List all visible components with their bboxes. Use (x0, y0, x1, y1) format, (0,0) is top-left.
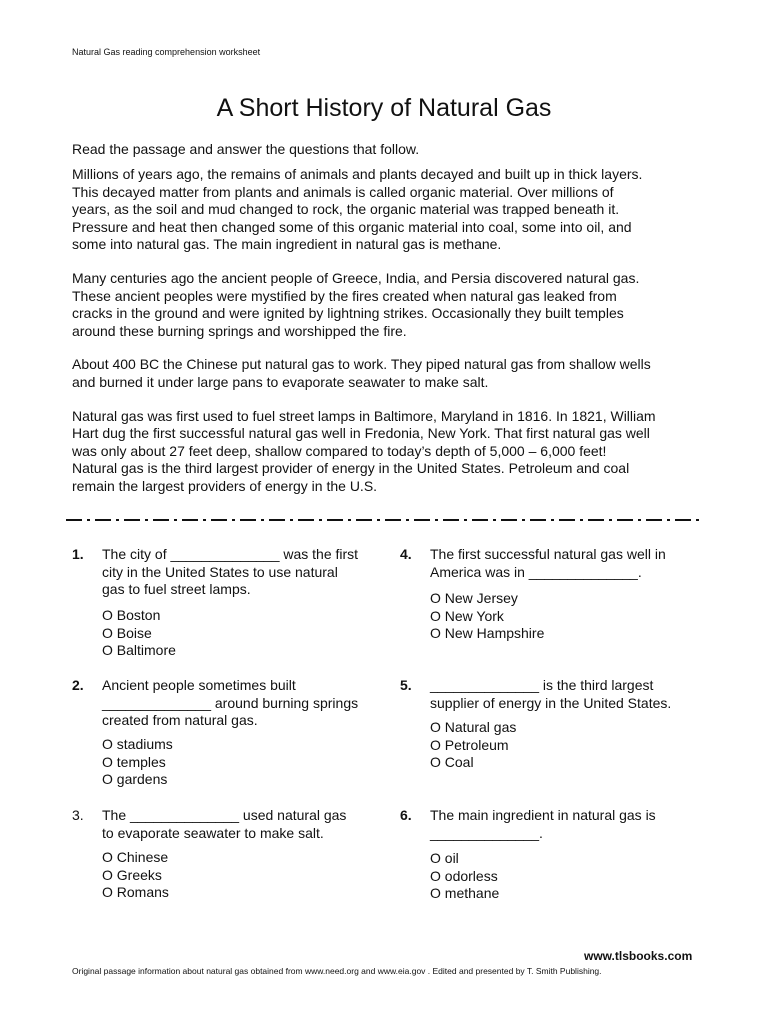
answer-option[interactable]: O New Jersey (430, 590, 518, 606)
answer-option[interactable]: O Petroleum (430, 736, 509, 753)
passage-line: These ancient peoples were mystified by the fires created when natural gas leaked from (72, 287, 617, 304)
question-number: 1. (72, 546, 84, 562)
passage-line: cracks in the ground and were ignited by lightning strikes. Occasionally they built temples (72, 305, 624, 322)
answer-option[interactable]: O New York (430, 607, 504, 624)
stem-line: ______________. (430, 824, 543, 841)
question-stem (430, 546, 666, 581)
answer-option[interactable]: O Romans (102, 884, 169, 901)
instructions: Read the passage and answer the questions that follow. (72, 141, 420, 157)
passage-line: Many centuries ago the ancient people of Greece, India, and Persia discovered natural gas. (72, 269, 640, 286)
answer-option[interactable]: O New Hampshire (430, 625, 545, 642)
stem-line: gas to fuel street lamps. (102, 581, 251, 598)
stem-line: ______________ is the third largest (430, 677, 654, 693)
passage-line: Pressure and heat then changed some of this organic material into coal, some into oil, and (72, 218, 632, 235)
passage-line: Natural gas is the third largest provider of energy in the United States. Petroleum and coal (72, 460, 630, 477)
passage-paragraph-3 (72, 356, 708, 391)
passage-line: About 400 BC the Chinese put natural gas to work. They piped natural gas from shallow wells (72, 356, 651, 373)
answer-options (430, 850, 499, 903)
answer-option[interactable]: O oil (430, 850, 459, 866)
passage-line: and burned it under large pans to evaporate seawater to make salt. (72, 373, 489, 390)
passage-line: around these burning springs and worshipped the fire. (72, 322, 407, 339)
answer-options (430, 719, 516, 772)
question-number: 2. (72, 677, 84, 693)
answer-option[interactable]: O Boston (102, 607, 161, 623)
question-1 (72, 546, 372, 666)
passage-paragraph-1 (72, 166, 708, 254)
website-link[interactable]: www.tlsbooks.com (584, 949, 693, 963)
passage-line: Millions of years ago, the remains of animals and plants decayed and built up in thick layers. (72, 166, 643, 182)
passage-line: some into natural gas. The main ingredient in natural gas is methane. (72, 236, 502, 253)
reading-passage (72, 166, 708, 512)
answer-option[interactable]: O temples (102, 753, 166, 770)
answer-options (102, 736, 173, 789)
passage-paragraph-2 (72, 270, 708, 340)
worksheet-header: Natural Gas reading comprehension worksheet (72, 47, 261, 57)
page-title: A Short History of Natural Gas (216, 94, 552, 122)
answer-option[interactable]: O Greeks (102, 866, 162, 883)
stem-line: supplier of energy in the United States. (430, 694, 672, 711)
question-stem (102, 677, 358, 730)
stem-line: to evaporate seawater to make salt. (102, 824, 324, 841)
answer-option[interactable]: O Boise (102, 624, 152, 641)
stem-line: The first successful natural gas well in (430, 546, 666, 562)
question-4 (400, 546, 700, 646)
stem-line: ______________ around burning springs (102, 694, 359, 711)
question-5 (400, 677, 700, 777)
answer-option[interactable]: O odorless (430, 867, 498, 884)
question-number: 5. (400, 677, 412, 693)
question-stem (102, 546, 358, 599)
section-divider (66, 517, 702, 523)
passage-line: This decayed matter from plants and animals is called organic material. Over millions of (72, 183, 614, 200)
stem-line: created from natural gas. (102, 712, 258, 729)
question-number: 4. (400, 546, 412, 562)
stem-line: city in the United States to use natural (102, 563, 338, 580)
stem-line: The ______________ used natural gas (102, 807, 347, 823)
question-2 (72, 677, 372, 797)
stem-line: The city of ______________ was the first (102, 546, 359, 562)
question-3 (72, 807, 372, 907)
passage-line: Natural gas was first used to fuel street lamps in Baltimore, Maryland in 1816. In 1821, William (72, 407, 656, 424)
answer-option[interactable]: O methane (430, 885, 500, 902)
question-stem (430, 807, 656, 842)
question-stem (430, 677, 671, 712)
stem-line: America was in ______________. (430, 563, 642, 580)
answer-option[interactable]: O Baltimore (102, 642, 176, 659)
passage-line: years, as the soil and mud changed to rock, the organic material was trapped beneath it. (72, 201, 620, 218)
answer-options (430, 590, 544, 643)
answer-option[interactable]: O Coal (430, 754, 474, 771)
answer-option[interactable]: O Chinese (102, 849, 169, 865)
answer-options (102, 607, 176, 660)
passage-line: was only about 27 feet deep, shallow compared to today’s depth of 5,000 – 6,000 feet! (72, 442, 607, 459)
question-stem (102, 807, 346, 842)
question-number: 6. (400, 807, 412, 823)
question-number: 3. (72, 807, 84, 823)
footer-credit: Original passage information about natural gas obtained from www.need.org and www.eia.gov . Edited and presented by T. Smith Publishing. (72, 966, 602, 976)
answer-options (102, 849, 169, 902)
passage-paragraph-4 (72, 408, 708, 496)
question-6 (400, 807, 700, 907)
passage-line: Hart dug the first successful natural gas well in Fredonia, New York. That first natural gas well (72, 425, 650, 442)
answer-option[interactable]: O gardens (102, 771, 168, 788)
answer-option[interactable]: O stadiums (102, 736, 173, 752)
stem-line: The main ingredient in natural gas is (430, 807, 656, 823)
passage-line: remain the largest providers of energy in the U.S. (72, 477, 378, 494)
answer-option[interactable]: O Natural gas (430, 719, 517, 735)
stem-line: Ancient people sometimes built (102, 677, 296, 693)
